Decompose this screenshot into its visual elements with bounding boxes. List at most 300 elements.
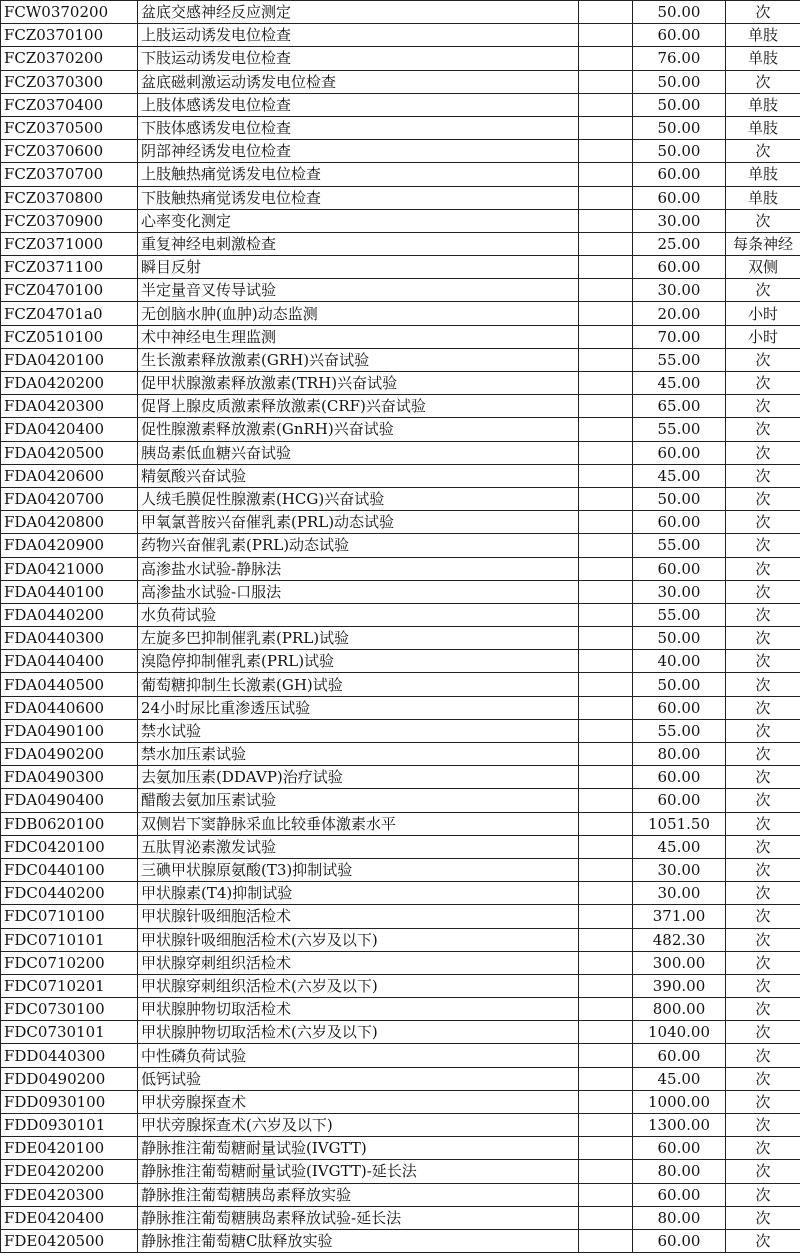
item-name-cell: 静脉推注葡萄糖耐量试验(IVGTT)-延长法 xyxy=(138,1160,579,1183)
item-name-cell: 甲状腺针吸细胞活检术 xyxy=(138,905,579,928)
unit-cell: 每条神经 xyxy=(726,232,800,255)
item-name-cell: 无创脑水肿(血肿)动态监测 xyxy=(138,302,579,325)
price-cell: 55.00 xyxy=(633,418,726,441)
unit-cell: 次 xyxy=(726,511,800,534)
blank-cell xyxy=(579,696,633,719)
blank-cell xyxy=(579,163,633,186)
unit-cell: 次 xyxy=(726,673,800,696)
item-code-cell: FDD0440300 xyxy=(1,1044,138,1067)
price-cell: 800.00 xyxy=(633,998,726,1021)
blank-cell xyxy=(579,1021,633,1044)
blank-cell xyxy=(579,348,633,371)
item-name-cell: 药物兴奋催乳素(PRL)动态试验 xyxy=(138,534,579,557)
blank-cell xyxy=(579,186,633,209)
table-row xyxy=(1,905,800,928)
unit-cell: 次 xyxy=(726,534,800,557)
item-code-cell: FDC0440200 xyxy=(1,882,138,905)
table-row xyxy=(1,650,800,673)
blank-cell xyxy=(579,1067,633,1090)
item-code-cell: FDA0421000 xyxy=(1,557,138,580)
table-row xyxy=(1,534,800,557)
unit-cell: 小时 xyxy=(726,325,800,348)
table-row xyxy=(1,1,800,24)
item-name-cell: 醋酸去氨加压素试验 xyxy=(138,789,579,812)
blank-cell xyxy=(579,719,633,742)
table-row xyxy=(1,116,800,139)
item-code-cell: FDA0440100 xyxy=(1,580,138,603)
table-row xyxy=(1,232,800,255)
item-name-cell: 盆底磁刺激运动诱发电位检查 xyxy=(138,70,579,93)
price-cell: 30.00 xyxy=(633,882,726,905)
blank-cell xyxy=(579,279,633,302)
table-row xyxy=(1,766,800,789)
item-name-cell: 精氨酸兴奋试验 xyxy=(138,464,579,487)
item-code-cell: FDC0730101 xyxy=(1,1021,138,1044)
item-name-cell: 静脉推注葡萄糖耐量试验(IVGTT) xyxy=(138,1137,579,1160)
price-cell: 50.00 xyxy=(633,116,726,139)
unit-cell: 双侧 xyxy=(726,256,800,279)
blank-cell xyxy=(579,603,633,626)
price-cell: 50.00 xyxy=(633,673,726,696)
item-code-cell: FCZ0470100 xyxy=(1,279,138,302)
item-code-cell: FDC0710201 xyxy=(1,974,138,997)
item-code-cell: FDC0710200 xyxy=(1,951,138,974)
table-row xyxy=(1,1044,800,1067)
price-cell: 55.00 xyxy=(633,603,726,626)
item-code-cell: FDD0490200 xyxy=(1,1067,138,1090)
unit-cell: 次 xyxy=(726,998,800,1021)
item-code-cell: FDE0420500 xyxy=(1,1229,138,1252)
blank-cell xyxy=(579,70,633,93)
price-cell: 1040.00 xyxy=(633,1021,726,1044)
item-code-cell: FDA0490300 xyxy=(1,766,138,789)
price-cell: 371.00 xyxy=(633,905,726,928)
blank-cell xyxy=(579,1206,633,1229)
unit-cell: 次 xyxy=(726,1206,800,1229)
price-cell: 482.30 xyxy=(633,928,726,951)
item-name-cell: 葡萄糖抑制生长激素(GH)试验 xyxy=(138,673,579,696)
blank-cell xyxy=(579,882,633,905)
blank-cell xyxy=(579,673,633,696)
blank-cell xyxy=(579,395,633,418)
price-cell: 60.00 xyxy=(633,186,726,209)
price-cell: 76.00 xyxy=(633,47,726,70)
item-code-cell: FCZ0370200 xyxy=(1,47,138,70)
table-row xyxy=(1,70,800,93)
table-row xyxy=(1,209,800,232)
item-code-cell: FCZ04701a0 xyxy=(1,302,138,325)
blank-cell xyxy=(579,140,633,163)
item-code-cell: FDB0620100 xyxy=(1,812,138,835)
item-name-cell: 五肽胃泌素激发试验 xyxy=(138,835,579,858)
unit-cell: 次 xyxy=(726,743,800,766)
item-name-cell: 促肾上腺皮质激素释放激素(CRF)兴奋试验 xyxy=(138,395,579,418)
table-row xyxy=(1,928,800,951)
price-cell: 50.00 xyxy=(633,93,726,116)
item-code-cell: FDE0420100 xyxy=(1,1137,138,1160)
item-name-cell: 静脉推注葡萄糖胰岛素释放试验-延长法 xyxy=(138,1206,579,1229)
table-row xyxy=(1,1090,800,1113)
blank-cell xyxy=(579,835,633,858)
item-code-cell: FDA0420400 xyxy=(1,418,138,441)
table-row xyxy=(1,1114,800,1137)
price-cell: 1300.00 xyxy=(633,1114,726,1137)
price-cell: 60.00 xyxy=(633,256,726,279)
blank-cell xyxy=(579,1137,633,1160)
item-name-cell: 甲状旁腺探查术 xyxy=(138,1090,579,1113)
price-cell: 45.00 xyxy=(633,372,726,395)
unit-cell: 次 xyxy=(726,580,800,603)
price-cell: 60.00 xyxy=(633,1229,726,1252)
price-cell: 390.00 xyxy=(633,974,726,997)
price-cell: 60.00 xyxy=(633,696,726,719)
price-cell: 60.00 xyxy=(633,789,726,812)
unit-cell: 次 xyxy=(726,1160,800,1183)
blank-cell xyxy=(579,557,633,580)
item-code-cell: FCZ0371000 xyxy=(1,232,138,255)
price-cell: 60.00 xyxy=(633,766,726,789)
blank-cell xyxy=(579,650,633,673)
item-code-cell: FDA0420600 xyxy=(1,464,138,487)
item-code-cell: FDC0420100 xyxy=(1,835,138,858)
blank-cell xyxy=(579,928,633,951)
item-name-cell: 盆底交感神经反应测定 xyxy=(138,1,579,24)
item-name-cell: 甲状腺肿物切取活检术 xyxy=(138,998,579,1021)
blank-cell xyxy=(579,1,633,24)
table-row xyxy=(1,603,800,626)
table-row xyxy=(1,441,800,464)
price-cell: 60.00 xyxy=(633,441,726,464)
item-code-cell: FDA0440500 xyxy=(1,673,138,696)
item-code-cell: FDA0490400 xyxy=(1,789,138,812)
blank-cell xyxy=(579,998,633,1021)
unit-cell: 单肢 xyxy=(726,163,800,186)
unit-cell: 次 xyxy=(726,372,800,395)
table-row xyxy=(1,673,800,696)
item-name-cell: 人绒毛膜促性腺激素(HCG)兴奋试验 xyxy=(138,487,579,510)
unit-cell: 次 xyxy=(726,1229,800,1252)
table-row xyxy=(1,835,800,858)
price-cell: 50.00 xyxy=(633,140,726,163)
price-cell: 80.00 xyxy=(633,743,726,766)
item-name-cell: 促性腺激素释放激素(GnRH)兴奋试验 xyxy=(138,418,579,441)
blank-cell xyxy=(579,766,633,789)
unit-cell: 次 xyxy=(726,812,800,835)
unit-cell: 次 xyxy=(726,1067,800,1090)
unit-cell: 次 xyxy=(726,487,800,510)
blank-cell xyxy=(579,232,633,255)
item-code-cell: FCZ0371100 xyxy=(1,256,138,279)
unit-cell: 次 xyxy=(726,789,800,812)
blank-cell xyxy=(579,116,633,139)
blank-cell xyxy=(579,487,633,510)
item-name-cell: 静脉推注葡萄糖胰岛素释放实验 xyxy=(138,1183,579,1206)
price-cell: 45.00 xyxy=(633,835,726,858)
table-row xyxy=(1,302,800,325)
item-name-cell: 上肢触热痛觉诱发电位检查 xyxy=(138,163,579,186)
item-code-cell: FCZ0370100 xyxy=(1,24,138,47)
item-name-cell: 高渗盐水试验-静脉法 xyxy=(138,557,579,580)
table-row xyxy=(1,186,800,209)
item-name-cell: 高渗盐水试验-口服法 xyxy=(138,580,579,603)
item-name-cell: 上肢运动诱发电位检查 xyxy=(138,24,579,47)
table-row xyxy=(1,1160,800,1183)
price-cell: 30.00 xyxy=(633,209,726,232)
unit-cell: 单肢 xyxy=(726,47,800,70)
unit-cell: 次 xyxy=(726,464,800,487)
price-cell: 25.00 xyxy=(633,232,726,255)
blank-cell xyxy=(579,905,633,928)
unit-cell: 次 xyxy=(726,928,800,951)
unit-cell: 次 xyxy=(726,766,800,789)
price-cell: 30.00 xyxy=(633,580,726,603)
blank-cell xyxy=(579,372,633,395)
item-name-cell: 三碘甲状腺原氨酸(T3)抑制试验 xyxy=(138,858,579,881)
unit-cell: 次 xyxy=(726,279,800,302)
blank-cell xyxy=(579,1183,633,1206)
table-row xyxy=(1,557,800,580)
item-code-cell: FDA0440400 xyxy=(1,650,138,673)
blank-cell xyxy=(579,511,633,534)
unit-cell: 次 xyxy=(726,140,800,163)
item-code-cell: FCZ0510100 xyxy=(1,325,138,348)
item-code-cell: FDA0420900 xyxy=(1,534,138,557)
item-name-cell: 瞬目反射 xyxy=(138,256,579,279)
unit-cell: 次 xyxy=(726,348,800,371)
unit-cell: 次 xyxy=(726,209,800,232)
price-cell: 80.00 xyxy=(633,1206,726,1229)
price-cell: 60.00 xyxy=(633,1044,726,1067)
item-name-cell: 甲状腺针吸细胞活检术(六岁及以下) xyxy=(138,928,579,951)
blank-cell xyxy=(579,858,633,881)
blank-cell xyxy=(579,302,633,325)
price-cell: 60.00 xyxy=(633,1183,726,1206)
unit-cell: 次 xyxy=(726,696,800,719)
price-cell: 70.00 xyxy=(633,325,726,348)
blank-cell xyxy=(579,93,633,116)
blank-cell xyxy=(579,418,633,441)
item-code-cell: FCZ0370500 xyxy=(1,116,138,139)
item-code-cell: FCW0370200 xyxy=(1,1,138,24)
blank-cell xyxy=(579,1160,633,1183)
item-name-cell: 禁水试验 xyxy=(138,719,579,742)
item-code-cell: FDA0420200 xyxy=(1,372,138,395)
table-row xyxy=(1,348,800,371)
blank-cell xyxy=(579,47,633,70)
unit-cell: 次 xyxy=(726,395,800,418)
unit-cell: 次 xyxy=(726,1021,800,1044)
table-row xyxy=(1,487,800,510)
price-cell: 60.00 xyxy=(633,557,726,580)
table-row xyxy=(1,1229,800,1252)
unit-cell: 次 xyxy=(726,905,800,928)
table-row xyxy=(1,998,800,1021)
table-row xyxy=(1,93,800,116)
table-row xyxy=(1,882,800,905)
price-cell: 55.00 xyxy=(633,534,726,557)
blank-cell xyxy=(579,1229,633,1252)
price-cell: 45.00 xyxy=(633,1067,726,1090)
item-code-cell: FCZ0370300 xyxy=(1,70,138,93)
price-cell: 1051.50 xyxy=(633,812,726,835)
table-row xyxy=(1,951,800,974)
item-code-cell: FDA0420100 xyxy=(1,348,138,371)
item-name-cell: 下肢运动诱发电位检查 xyxy=(138,47,579,70)
item-code-cell: FDC0730100 xyxy=(1,998,138,1021)
item-name-cell: 重复神经电刺激检查 xyxy=(138,232,579,255)
item-code-cell: FDA0440300 xyxy=(1,627,138,650)
item-code-cell: FCZ0370900 xyxy=(1,209,138,232)
item-name-cell: 促甲状腺激素释放激素(TRH)兴奋试验 xyxy=(138,372,579,395)
item-code-cell: FDA0490200 xyxy=(1,743,138,766)
item-code-cell: FDD0930100 xyxy=(1,1090,138,1113)
item-name-cell: 甲氧氯普胺兴奋催乳素(PRL)动态试验 xyxy=(138,511,579,534)
table-row xyxy=(1,974,800,997)
item-code-cell: FDD0930101 xyxy=(1,1114,138,1137)
table-row xyxy=(1,1021,800,1044)
table-row xyxy=(1,627,800,650)
blank-cell xyxy=(579,1114,633,1137)
item-name-cell: 甲状腺穿刺组织活检术 xyxy=(138,951,579,974)
blank-cell xyxy=(579,743,633,766)
item-name-cell: 甲状腺肿物切取活检术(六岁及以下) xyxy=(138,1021,579,1044)
blank-cell xyxy=(579,209,633,232)
item-name-cell: 胰岛素低血糖兴奋试验 xyxy=(138,441,579,464)
item-name-cell: 静脉推注葡萄糖C肽释放实验 xyxy=(138,1229,579,1252)
table-row xyxy=(1,395,800,418)
blank-cell xyxy=(579,24,633,47)
price-cell: 40.00 xyxy=(633,650,726,673)
table-row xyxy=(1,1206,800,1229)
item-code-cell: FDA0440600 xyxy=(1,696,138,719)
item-name-cell: 半定量音叉传导试验 xyxy=(138,279,579,302)
price-cell: 30.00 xyxy=(633,279,726,302)
table-row xyxy=(1,511,800,534)
table-row xyxy=(1,789,800,812)
item-name-cell: 阴部神经诱发电位检查 xyxy=(138,140,579,163)
item-code-cell: FDA0440200 xyxy=(1,603,138,626)
blank-cell xyxy=(579,1044,633,1067)
unit-cell: 次 xyxy=(726,1183,800,1206)
item-code-cell: FDA0490100 xyxy=(1,719,138,742)
unit-cell: 单肢 xyxy=(726,93,800,116)
price-cell: 20.00 xyxy=(633,302,726,325)
unit-cell: 次 xyxy=(726,650,800,673)
item-name-cell: 24小时尿比重渗透压试验 xyxy=(138,696,579,719)
item-code-cell: FDA0420800 xyxy=(1,511,138,534)
unit-cell: 次 xyxy=(726,974,800,997)
item-code-cell: FCZ0370800 xyxy=(1,186,138,209)
table-row xyxy=(1,372,800,395)
unit-cell: 次 xyxy=(726,441,800,464)
blank-cell xyxy=(579,789,633,812)
blank-cell xyxy=(579,974,633,997)
unit-cell: 次 xyxy=(726,719,800,742)
price-cell: 50.00 xyxy=(633,627,726,650)
item-name-cell: 上肢体感诱发电位检查 xyxy=(138,93,579,116)
price-cell: 50.00 xyxy=(633,70,726,93)
price-cell: 55.00 xyxy=(633,719,726,742)
table-row xyxy=(1,140,800,163)
item-code-cell: FDE0420300 xyxy=(1,1183,138,1206)
price-cell: 50.00 xyxy=(633,487,726,510)
blank-cell xyxy=(579,951,633,974)
item-code-cell: FCZ0370400 xyxy=(1,93,138,116)
price-cell: 60.00 xyxy=(633,1137,726,1160)
unit-cell: 次 xyxy=(726,1044,800,1067)
price-cell: 55.00 xyxy=(633,348,726,371)
table-row xyxy=(1,163,800,186)
blank-cell xyxy=(579,627,633,650)
unit-cell: 单肢 xyxy=(726,24,800,47)
unit-cell: 次 xyxy=(726,951,800,974)
item-code-cell: FCZ0370700 xyxy=(1,163,138,186)
item-code-cell: FDE0420200 xyxy=(1,1160,138,1183)
item-name-cell: 双侧岩下窦静脉采血比较垂体激素水平 xyxy=(138,812,579,835)
item-code-cell: FDC0710101 xyxy=(1,928,138,951)
item-name-cell: 下肢触热痛觉诱发电位检查 xyxy=(138,186,579,209)
table-row xyxy=(1,719,800,742)
unit-cell: 次 xyxy=(726,858,800,881)
unit-cell: 次 xyxy=(726,1090,800,1113)
item-code-cell: FDA0420700 xyxy=(1,487,138,510)
price-cell: 60.00 xyxy=(633,163,726,186)
table-row xyxy=(1,1137,800,1160)
item-code-cell: FDC0710100 xyxy=(1,905,138,928)
item-name-cell: 甲状腺素(T4)抑制试验 xyxy=(138,882,579,905)
blank-cell xyxy=(579,1090,633,1113)
item-code-cell: FDA0420300 xyxy=(1,395,138,418)
item-name-cell: 甲状旁腺探查术(六岁及以下) xyxy=(138,1114,579,1137)
item-code-cell: FDC0440100 xyxy=(1,858,138,881)
table-row xyxy=(1,24,800,47)
unit-cell: 次 xyxy=(726,603,800,626)
item-name-cell: 溴隐停抑制催乳素(PRL)试验 xyxy=(138,650,579,673)
price-cell: 30.00 xyxy=(633,858,726,881)
price-cell: 300.00 xyxy=(633,951,726,974)
table-row xyxy=(1,325,800,348)
table-row xyxy=(1,812,800,835)
blank-cell xyxy=(579,464,633,487)
unit-cell: 次 xyxy=(726,1137,800,1160)
table-row xyxy=(1,580,800,603)
item-name-cell: 去氨加压素(DDAVP)治疗试验 xyxy=(138,766,579,789)
item-code-cell: FDA0420500 xyxy=(1,441,138,464)
blank-cell xyxy=(579,580,633,603)
blank-cell xyxy=(579,325,633,348)
item-code-cell: FCZ0370600 xyxy=(1,140,138,163)
unit-cell: 单肢 xyxy=(726,186,800,209)
unit-cell: 次 xyxy=(726,1,800,24)
item-name-cell: 禁水加压素试验 xyxy=(138,743,579,766)
table-row xyxy=(1,696,800,719)
unit-cell: 次 xyxy=(726,835,800,858)
price-cell: 60.00 xyxy=(633,511,726,534)
blank-cell xyxy=(579,256,633,279)
price-cell: 1000.00 xyxy=(633,1090,726,1113)
table-row xyxy=(1,464,800,487)
item-name-cell: 下肢体感诱发电位检查 xyxy=(138,116,579,139)
item-code-cell: FDE0420400 xyxy=(1,1206,138,1229)
table-row xyxy=(1,1183,800,1206)
unit-cell: 次 xyxy=(726,627,800,650)
blank-cell xyxy=(579,441,633,464)
unit-cell: 小时 xyxy=(726,302,800,325)
unit-cell: 次 xyxy=(726,882,800,905)
unit-cell: 单肢 xyxy=(726,116,800,139)
blank-cell xyxy=(579,534,633,557)
table-row xyxy=(1,858,800,881)
